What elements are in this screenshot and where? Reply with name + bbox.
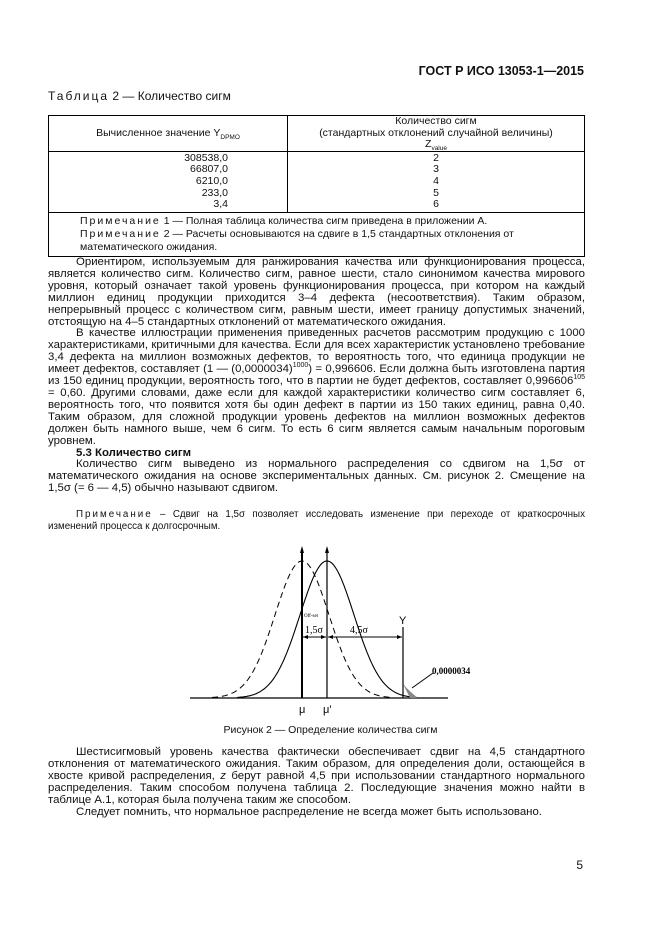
paragraph: В качестве иллюстрации применения приведенных расчетов рассмотрим продукцию с 1000 характеристиками, критичными для качества. Если для всех характеристик установлено требование 3,4 дефекта на миллион возможных дефектов, то вероятность того, что единица продукции не имеет дефектов, составляет (1 — $(0,0000034)^{1000}) = 0,996606$. Если должна быть изготовлена партия из 150 единиц продукции, вероятность того, что в партии не будет дефектов, составляет $0,996606^{105} = 0,60$. Другими словами, даже если для каждой характеристики количество сигм составляет 6, вероятность того, что появится хотя бы один дефект в партии из 150 таких единиц, равна 0,40. Таким образом, для сложной продукции уровень дефектов на миллион возможных дефектов должен быть намного выше, чем 6 сигм. То есть 6 сигм является самым начальным пороговым уровнем. xyxy=(48,327,585,447)
caption-label: Таблица xyxy=(48,89,110,103)
sigma-table xyxy=(48,115,585,257)
table-data xyxy=(49,151,585,212)
table-cell: 233,0 xyxy=(201,186,228,199)
body-text xyxy=(48,257,585,495)
sigma-figure xyxy=(0,539,661,724)
mu-prime-label: μ' xyxy=(323,704,332,717)
table-cell: 4 xyxy=(433,174,439,187)
tail-label: 0,0000034 xyxy=(432,666,471,677)
table-notes xyxy=(49,212,585,256)
table-cell: 6210,0 xyxy=(195,174,228,187)
paragraph: Количество сигм выведено из нормального распределения со сдвигом на 1,5σ от математического ожидания на основе экспериментальных данных. См. рисунок 2. Смещение на 1,5σ (= 6 — 4,5) обычно называют сдвигом. xyxy=(48,458,585,495)
body-text-2 xyxy=(48,747,585,818)
paragraph: Следует помнить, что нормальное распределение не всегда может быть использовано. xyxy=(76,805,542,818)
table-cell: 3 xyxy=(433,163,439,176)
figure-caption: Рисунок 2 — Определение количества сигм xyxy=(223,724,438,737)
table-cell: 2 xyxy=(433,151,439,164)
leader-line xyxy=(412,673,433,688)
ydpmo-values xyxy=(49,151,288,212)
table-cell: 66807,0 xyxy=(190,163,228,176)
paragraph: Шестисигмовый уровень качества фактически обеспечивает сдвиг на 4,5 стандартного отклонения от математического ожидания. Таким образом, для определения доли, остающейся в хвосте кривой распределения, z берут равной 4,5 при использовании стандартного нормального распределения. Таким способом получена таблица 2. Последующие значения можно найти в таблице А.1, которая была получена таким же способом. xyxy=(48,746,585,806)
distance-label: 4,5σ xyxy=(350,625,368,637)
figure xyxy=(0,539,661,724)
table-cell: 6 xyxy=(433,198,439,211)
paragraph: Ориентиром, используемым для ранжирования качества или функционирования процесса, является количество сигм. Количество сигм, равное шести, стало синонимом качества мирового уровня, который означает такой уровень функционирования процесса, при котором на каждый миллион единиц продукции приходится 3–4 дефекта (несоответствия). Таким образом, непрерывный процесс с количеством сигм, равным шести, имеет границу допустимых значений, отстоящую на 4–5 стандартных отклонений от математического ожидания. xyxy=(48,256,585,328)
table-note-2: Примечание 2 — Расчеты основываются на сдвиге в 1,5 стандартных отклонения от математического ожидания. xyxy=(80,227,514,253)
table-header-row xyxy=(49,116,585,152)
caption-text: 2 — Количество сигм xyxy=(109,89,231,103)
z-values xyxy=(288,151,585,212)
col-header-sigma: Количество сигм (стандартных отклонений случайной величины) $Z_{value}$ xyxy=(288,116,585,152)
document-id: ГОСТ Р ИСО 13053-1—2015 xyxy=(418,64,584,78)
col-header-ydpmo: Вычисленное значение $Y_{DPMO}$ xyxy=(49,116,288,152)
section-heading: 5.3 Количество сигм xyxy=(76,446,192,459)
table-note-1: Примечание 1 — Полная таблица количества сигм приведена в приложении А. xyxy=(80,214,488,227)
limit-label: Y xyxy=(399,615,407,628)
page-number: 5 xyxy=(576,858,583,872)
mu-label: μ xyxy=(299,704,306,717)
shift-label: 1,5σ xyxy=(305,625,323,637)
arrow-icon xyxy=(300,546,304,553)
table-cell: 5 xyxy=(433,186,439,199)
arrow-icon xyxy=(325,546,329,553)
table-caption xyxy=(48,89,231,103)
note: Примечание – Сдвиг на 1,5σ позволяет исследовать изменение при переходе от краткосрочных изменений процесса к долгосрочным. xyxy=(48,509,585,533)
page-body xyxy=(48,257,585,819)
offset-label: Off-set xyxy=(304,614,319,620)
table-cell: 308538,0 xyxy=(184,151,228,164)
table-cell: 3,4 xyxy=(213,198,228,211)
